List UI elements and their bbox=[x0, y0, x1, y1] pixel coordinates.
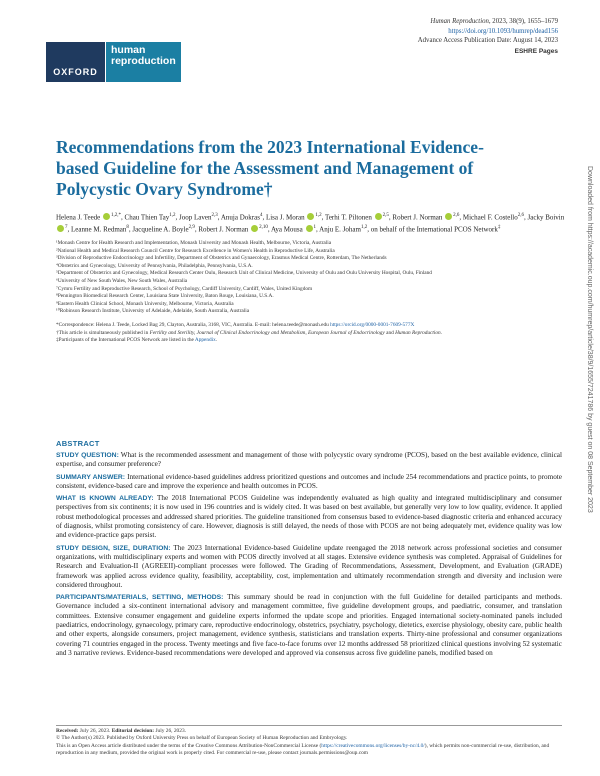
affiliations bbox=[56, 240, 536, 345]
affiliation-item: ¹Monash Centre for Health Research and Implementation, Monash University and Monash Health, Melbourne, Victoria, Australia bbox=[56, 240, 332, 246]
affiliation-item: ²National Health and Medical Research Council Centre for Research Excellence in Women's Health in Reproductive Life, Australia bbox=[56, 247, 335, 254]
abstract-section bbox=[56, 593, 562, 658]
author-name: Jacky Boivin bbox=[527, 213, 565, 222]
abstract-body bbox=[56, 451, 562, 661]
abstract-section-text: What is the recommended assessment and management of those with polycystic ovary syndrome (PCOS), based on the best available evidence, clinical expertise, and consumer preference? bbox=[56, 451, 562, 469]
affiliation-item: ⁴Obstetrics and Gynecology, University of Pennsylvania, Philadelphia, Pennsylvania, U.S.A. bbox=[56, 262, 253, 269]
author-separator: , bbox=[121, 213, 125, 222]
dagger-note-c: and bbox=[384, 329, 396, 336]
received-date: July 26, 2023. bbox=[78, 728, 112, 734]
abstract-section bbox=[56, 451, 562, 470]
journal-meta bbox=[418, 17, 558, 56]
author-separator: , bbox=[321, 213, 326, 222]
author-name: Leanne M. Redman bbox=[71, 225, 127, 234]
orcid-icon[interactable] bbox=[306, 225, 313, 232]
orcid-icon[interactable] bbox=[307, 213, 314, 220]
doi-link[interactable]: https://doi.org/10.1093/humrep/dead156 bbox=[448, 27, 558, 35]
license-link[interactable]: https://creativecommons.org/licenses/by-nc/4.0/ bbox=[321, 742, 425, 749]
author-name: Lisa J. Moran bbox=[265, 213, 307, 222]
author-affiliation-marker: 2,3 bbox=[211, 213, 218, 218]
correspondence-note bbox=[56, 322, 536, 330]
author-name: Anuja Dokras bbox=[220, 213, 260, 222]
citation-journal: Human Reproduction bbox=[430, 18, 489, 25]
footer-divider bbox=[56, 725, 562, 726]
dagger-note-journals: Fertility and Sterility, Journal of Clinical Endocrinology and Metabolism, European Journal of Endocrinology bbox=[149, 329, 385, 336]
license-a: This is an Open Access article distributed under the terms of the Creative Commons Attribution-NonCommercial License ( bbox=[56, 742, 322, 749]
author-name: Robert J. Norman bbox=[198, 225, 251, 234]
network-note-a: ‡Participants of the International PCOS Network are listed in the bbox=[56, 337, 195, 344]
author-affiliation-marker: 1,2,* bbox=[111, 213, 122, 218]
author-separator: , bbox=[194, 225, 199, 234]
author-affiliation-marker: ‡ bbox=[497, 224, 501, 230]
dagger-note-e: . bbox=[440, 329, 442, 336]
affiliation-item: ⁹Eastern Health Clinical School, Monash University, Melbourne, Victoria, Australia bbox=[56, 300, 234, 307]
author-separator: , bbox=[459, 213, 463, 222]
author-separator: , bbox=[217, 213, 221, 222]
footer bbox=[56, 728, 562, 757]
author-separator: , bbox=[128, 225, 133, 234]
journal-logo-line1: human bbox=[111, 44, 146, 56]
appendix-link[interactable]: Appendix bbox=[194, 337, 216, 344]
author-affiliation-marker: 2,9 bbox=[188, 224, 195, 230]
author-separator: , bbox=[524, 213, 528, 222]
network-note bbox=[56, 337, 536, 345]
citation-volume: , 2023, 38(9), 1655–1679 bbox=[488, 18, 558, 25]
author-affiliation-marker: 2,6 bbox=[517, 213, 524, 218]
abstract-section-label: STUDY DESIGN, SIZE, DURATION: bbox=[56, 544, 171, 552]
orcid-icon[interactable] bbox=[57, 225, 64, 232]
affiliation-item: ¹⁰Robinson Research Institute, University of Adelaide, Adelaide, South Australia, Australia bbox=[56, 308, 250, 315]
author-affiliation-marker: 7 bbox=[65, 224, 68, 230]
journal-logo bbox=[106, 42, 181, 82]
orcid-link[interactable]: https://orcid.org/0000-0001-7609-577X bbox=[330, 321, 415, 328]
section-label: ESHRE Pages bbox=[514, 47, 558, 55]
author-separator: , bbox=[267, 225, 271, 234]
abstract-heading: ABSTRACT bbox=[56, 439, 100, 448]
author-separator: , bbox=[388, 213, 393, 222]
advance-access-date: Advance Access Publication Date: August 14, 2023 bbox=[417, 37, 558, 44]
orcid-icon[interactable] bbox=[251, 225, 258, 232]
author-list bbox=[56, 211, 566, 235]
author-name: Terhi T. Piltonen bbox=[325, 213, 374, 222]
article-title: Recommendations from the 2023 International Evidence-based Guideline for the Assessment and Management of Polycystic Ovary Syndrome† bbox=[56, 137, 484, 199]
abstract-section-text: The 2023 International Evidence-based Guideline update reengaged the 2018 network across professional societies and consumer organizations, with multidisciplinary experts and women with PCOS directly involved at all stages. Extensive evidence synthesis was completed. Appraisal of Guidelines for Research and Evaluation-II (AGREEII)-compliant processes were followed. The Grading of Recommendations, Assessment, Development, and Evaluation (GRADE) framework was applied across evidence quality, feasibility, acceptability, cost, implementation and ultimately recommendation strength and diversity and inclusion were considered throughout. bbox=[56, 543, 562, 589]
author-affiliation-marker: 2,10 bbox=[259, 224, 268, 230]
dagger-note bbox=[56, 330, 536, 338]
author-affiliation-marker: 1,2 bbox=[360, 224, 368, 230]
affiliation-item: ⁷Cymru Fertility and Reproductive Research, School of Psychology, Cardiff University, Cardiff, Wales, United Kingdom bbox=[56, 285, 313, 292]
dagger-note-hr: Human Reproduction bbox=[395, 329, 441, 336]
oxford-logo bbox=[46, 42, 105, 82]
author-affiliation-marker: 1,2 bbox=[315, 213, 322, 218]
author-name: Joop Laven bbox=[179, 213, 212, 222]
abstract-section bbox=[56, 473, 562, 492]
abstract-section-text: The 2018 International PCOS Guideline was independently evaluated as high quality and integrated multidisciplinary and consumer perspectives from six continents; it is now used in 196 countries and is widely cited. It was based on best available, but generally very low to low quality, evidence. It applied robust methodological processes and addressed shared priorities. The guideline transitioned from consensus based to evidence-based diagnostic criteria and enhanced accuracy of diagnosis, whilst promoting consistency of care. However, diagnosis is still delayed, the needs of those with PCOS are not being adequately met, evidence quality was low and evidence-practice gaps persist. bbox=[56, 494, 562, 540]
abstract-section bbox=[56, 494, 562, 540]
affiliation-item: ⁸Pennington Biomedical Research Center, Louisiana State University, Baton Rouge, Louisiana, U.S.A. bbox=[56, 293, 274, 300]
author-separator: , bbox=[67, 225, 71, 234]
orcid-icon[interactable] bbox=[445, 213, 452, 220]
author-name: Chau Thien Tay bbox=[124, 213, 170, 222]
author-affiliation-marker: 1 bbox=[313, 224, 317, 230]
author-name: Michael F. Costello bbox=[462, 213, 518, 222]
abstract-section-label: STUDY QUESTION: bbox=[56, 452, 119, 459]
author-separator: , bbox=[262, 213, 266, 222]
affiliation-item: ³Division of Reproductive Endocrinology and Infertility, Department of Obstetrics and Gynaecology, Erasmus Medical Centre, Rotterdam, The Netherlands bbox=[56, 255, 387, 262]
dagger-note-a: †This article is simultaneously published in bbox=[56, 329, 150, 336]
author-affiliation-marker: 8 bbox=[126, 224, 129, 230]
author-name: Jacqueline A. Boyle bbox=[132, 225, 189, 234]
author-name: Robert J. Norman bbox=[392, 213, 445, 222]
network-note-b: . bbox=[215, 337, 218, 344]
author-affiliation-marker: 1,2 bbox=[169, 213, 176, 218]
journal-logo-line2: reproduction bbox=[111, 55, 176, 67]
abstract-section-text: International evidence-based guidelines address prioritized questions and outcomes and include 254 recommendations and practice points, to promote consistent, evidence-based care and improve the experience and health outcomes in PCOS. bbox=[56, 472, 562, 490]
author-separator: , bbox=[175, 213, 180, 222]
author-separator: , bbox=[316, 225, 320, 234]
author-name: Helena J. Teede bbox=[56, 213, 103, 222]
correspondence-text: *Correspondence: Helena J. Teede, Locked Bag 29, Clayton, Australia, 3168, VIC, Australia. E-mail: helena.teede@monash.edu bbox=[56, 321, 329, 328]
license-line bbox=[56, 743, 562, 758]
author-separator: , bbox=[367, 225, 371, 234]
affiliation-item: ⁵Department of Obstetrics and Gynecology, Medical Research Center Oulu, Research Unit of Clinical Medicine, University of Oulu and Oulu University Hospital, Oulu, Finland bbox=[56, 270, 432, 277]
abstract-section-label: SUMMARY ANSWER: bbox=[56, 473, 126, 481]
author-affiliation-marker: 4 bbox=[259, 213, 263, 218]
license-b: ), which permits non-commercial re-use, distribution, and reproduction in any medium, provided the original work is properly cited. For commercial re-use, please contact journals.permissions@oup.com bbox=[56, 742, 550, 756]
affiliation-list bbox=[56, 240, 536, 316]
copyright-line: © The Author(s) 2023. Published by Oxford University Press on behalf of European Society of Human Reproduction and Embryology. bbox=[56, 735, 348, 742]
abstract-section-label: PARTICIPANTS/MATERIALS, SETTING, METHODS: bbox=[56, 594, 224, 602]
received-label: Received: bbox=[56, 728, 79, 734]
citation bbox=[418, 17, 558, 27]
author-name: on behalf of the International PCOS Network bbox=[370, 225, 498, 234]
editorial-date: July 26, 2023. bbox=[154, 728, 186, 734]
orcid-icon[interactable] bbox=[103, 213, 110, 220]
author-affiliation-marker: 2,6 bbox=[453, 213, 460, 218]
author-affiliation-marker: 2,5 bbox=[382, 213, 389, 218]
abstract-section bbox=[56, 544, 562, 590]
editorial-label: Editorial decision: bbox=[111, 728, 155, 734]
orcid-icon[interactable] bbox=[375, 213, 382, 220]
oxford-logo-text: OXFORD bbox=[53, 67, 98, 77]
abstract-section-label: WHAT IS KNOWN ALREADY: bbox=[56, 495, 154, 503]
download-watermark: Downloaded from https://academic.oup.com/humrep/article/38/9/1655/7241786 by guest on 08 September 2023 bbox=[586, 166, 593, 513]
author-name: Anju E. Joham bbox=[319, 225, 361, 234]
abstract-section-text: This summary should be read in conjunction with the full Guideline for detailed participants and methods. Governance included a six-continent international advisory and management committee, five guideline development groups, and paediatric, consumer, and translation committees. Extensive consumer engagement and guideline experts informed the update scope and priorities. Engaged international society-nominated panels included paediatrics, endocrinology, gynaecology, primary care, reproductive endocrinology, obstetrics, psychiatry, psychology, dietetics, exercise physiology, obesity care, public health and other experts, alongside consumers, project management, evidence synthesis, statisticians and translation experts. Thirty-nine professional and consumer organizations covering 71 countries engaged in the process. Twenty meetings and five face-to-face forums over 12 months addressed 58 prioritized clinical questions involving 52 systematic and 3 narrative reviews. Evidence-based recommendations were developed and approved via consensus across five guideline panels, modified based on bbox=[56, 593, 562, 657]
affiliation-item: ⁶University of New South Wales, New South Wales, Australia bbox=[56, 277, 188, 284]
author-name: Aya Mousa bbox=[270, 225, 305, 234]
